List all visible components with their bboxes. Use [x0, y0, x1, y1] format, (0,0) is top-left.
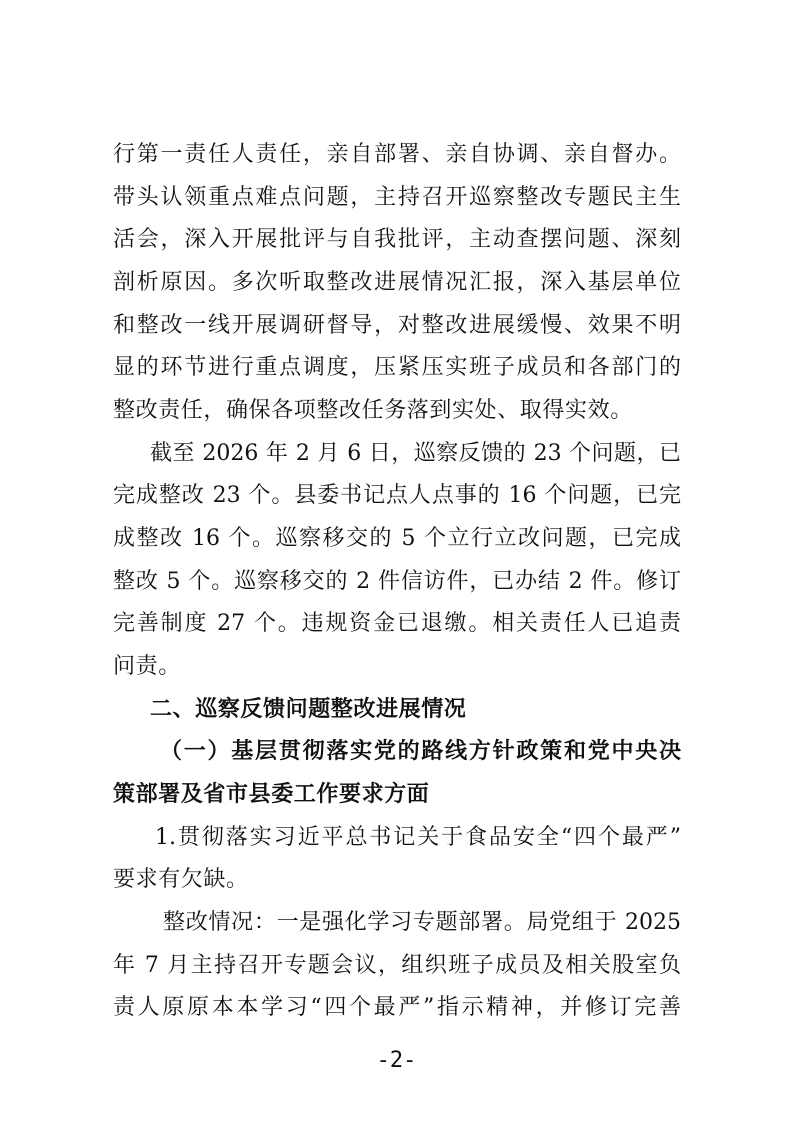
body-text-line: 完成整改 23 个。县委书记点人点事的 16 个问题，已完	[113, 483, 681, 508]
body-text-line: 截至 2026 年 2 月 6 日，巡察反馈的 23 个问题，已	[150, 441, 681, 466]
body-text-line: 整改责任，确保各项整改任务落到实处、取得实效。	[113, 398, 633, 423]
subsection-heading: （一）基层贯彻落实党的路线方针政策和党中央决	[160, 739, 681, 764]
subsection-heading: 策部署及省市县委工作要求方面	[113, 782, 430, 807]
body-text-line: 成整改 16 个。巡察移交的 5 个立行立改问题，已完成	[113, 526, 681, 551]
body-text-line: 活会，深入开展批评与自我批评，主动查摆问题、深刻	[113, 227, 681, 252]
body-text-line: 行第一责任人责任，亲自部署、亲自协调、亲自督办。	[113, 142, 681, 167]
section-heading: 二、巡察反馈问题整改进展情况	[150, 697, 467, 722]
body-text-line: 带头认领重点难点问题，主持召开巡察整改专题民主生	[113, 185, 681, 210]
body-text-line: 剖析原因。多次听取整改进展情况汇报，深入基层单位	[113, 270, 681, 295]
item-title-line: 1.贯彻落实习近平总书记关于食品安全“四个最严”	[155, 825, 681, 850]
item-title-line: 要求有欠缺。	[113, 867, 249, 892]
body-text-line: 责人原原本本学习“四个最严”指示精神，并修订完善	[113, 995, 681, 1020]
body-text-line: 年 7 月主持召开专题会议，组织班子成员及相关股室负	[113, 953, 681, 978]
body-text-line: 问责。	[113, 654, 181, 679]
page-number: -2-	[376, 1048, 417, 1073]
body-text-line: 完善制度 27 个。违规资金已退缴。相关责任人已追责	[113, 611, 681, 636]
body-text-line: 显的环节进行重点调度，压紧压实班子成员和各部门的	[113, 355, 681, 380]
body-text-line: 整改 5 个。巡察移交的 2 件信访件，已办结 2 件。修订	[113, 569, 681, 594]
body-text-line: 和整改一线开展调研督导，对整改进展缓慢、效果不明	[113, 313, 681, 338]
body-text-line: 整改情况：一是强化学习专题部署。局党组于 2025	[163, 910, 681, 935]
